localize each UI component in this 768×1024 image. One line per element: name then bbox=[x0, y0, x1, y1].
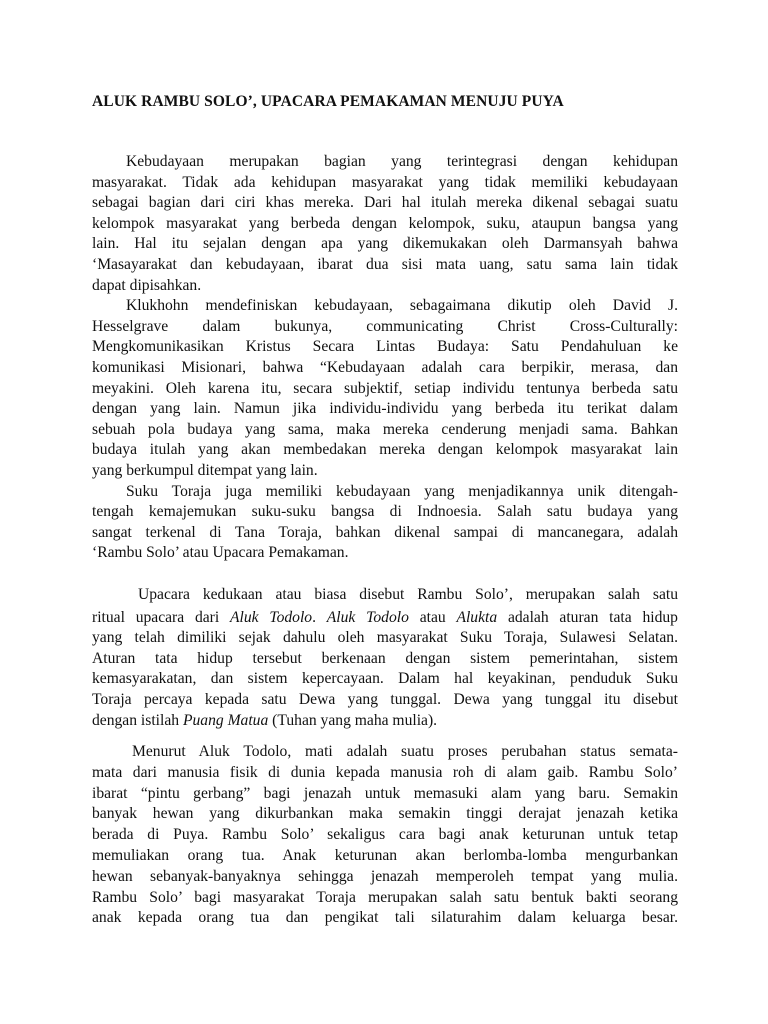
text-line: ‘Rambu Solo’ atau Upacara Pemakaman. bbox=[92, 544, 349, 562]
text-line: Kebudayaan merupakan bagian yang terintegrasi dengan kehidupan bbox=[126, 153, 678, 170]
section-rambu-solo bbox=[92, 585, 678, 731]
section-aluk-todolo bbox=[92, 742, 678, 929]
document-title: ALUK RAMBU SOLO’, UPACARA PEMAKAMAN MENUJU PUYA bbox=[92, 93, 564, 110]
text-line: kelompok masyarakat yang berbeda dengan kelompok, suku, ataupun bangsa yang bbox=[92, 214, 678, 232]
text-line: yang telah dimiliki sejak dahulu oleh masyarakat Suku Toraja, Sulawesi Selatan. bbox=[92, 629, 678, 647]
text-line: dengan yang lain. Namun jika individu-individu yang berbeda itu terikat dalam bbox=[92, 400, 678, 418]
text-line: Mengkomunikasikan Kristus Secara Lintas Budaya: Satu Pendahuluan ke bbox=[92, 338, 678, 356]
text-line: Rambu Solo’ bagi masyarakat Toraja merupakan salah satu bentuk bakti seorang bbox=[92, 888, 678, 906]
text-line: hewan sebanyak-banyaknya sehingga jenazah memperoleh tempat yang mulia. bbox=[92, 867, 678, 885]
text-line: Menurut Aluk Todolo, mati adalah suatu proses perubahan status semata- bbox=[132, 743, 678, 760]
text-line: Suku Toraja juga memiliki kebudayaan yang menjadikannya unik ditengah- bbox=[126, 482, 678, 500]
italic-term: Aluk Todolo bbox=[229, 608, 313, 626]
text-line: Klukhohn mendefiniskan kebudayaan, sebagaimana dikutip oleh David J. bbox=[126, 297, 678, 315]
section-intro bbox=[92, 152, 678, 564]
text-line: ritual upacara dari Aluk Todolo. Aluk Todolo atau Alukta adalah aturan tata hidup bbox=[92, 608, 678, 626]
text-line: mata dari manusia fisik di dunia kepada manusia roh di alam gaib. Rambu Solo’ bbox=[92, 763, 678, 781]
text-line: dengan istilah Puang Matua (Tuhan yang maha mulia). bbox=[92, 711, 438, 729]
text-line: ‘Masayarakat dan kebudayaan, ibarat dua sisi mata uang, satu sama lain tidak bbox=[92, 255, 678, 273]
text-line: kemasyarakatan, dan sistem kepercayaan. Dalam hal keyakinan, penduduk Suku bbox=[92, 670, 678, 688]
text-line: banyak hewan yang dikurbankan maka semakin tinggi derajat jenazah ketika bbox=[92, 805, 678, 823]
text-line: memuliakan orang tua. Anak keturunan akan berlomba-lomba mengurbankan bbox=[92, 846, 678, 864]
text-line: Toraja percaya kepada satu Dewa yang tunggal. Dewa yang tunggal itu disebut bbox=[92, 690, 678, 708]
text-line: Upacara kedukaan atau biasa disebut Rambu Solo’, merupakan salah satu bbox=[138, 586, 678, 603]
text-line: tengah kemajemukan suku-suku bangsa di Indnoesia. Salah satu budaya yang bbox=[92, 503, 678, 521]
text-line: sangat terkenal di Tana Toraja, bahkan dikenal sampai di mancanegara, adalah bbox=[92, 523, 678, 541]
italic-term: Puang Matua bbox=[182, 711, 269, 729]
text-line: yang berkumpul ditempat yang lain. bbox=[92, 461, 318, 479]
text-line: sebuah pola budaya yang sama, maka mereka cenderung menjadi sama. Bahkan bbox=[92, 420, 678, 438]
text-line: anak kepada orang tua dan pengikat tali silaturahim dalam keluarga besar. bbox=[92, 909, 678, 927]
text-line: komunikasi Misionari, bahwa “Kebudayaan adalah cara berpikir, merasa, dan bbox=[92, 358, 678, 376]
italic-term: Aluk Todolo bbox=[326, 608, 409, 626]
text-line: berada di Puya. Rambu Solo’ sekaligus cara bagi anak keturunan untuk tetap bbox=[92, 826, 678, 844]
text-line: dapat dipisahkan. bbox=[92, 276, 202, 294]
text-line: sebagai bagian dari ciri khas mereka. Dari hal itulah mereka dikenal sebagai suatu bbox=[92, 194, 678, 212]
text-line: lain. Hal itu sejalan dengan apa yang dikemukakan oleh Darmansyah bahwa bbox=[92, 235, 678, 253]
italic-term: Alukta bbox=[456, 608, 498, 626]
text-line: Aturan tata hidup tersebut berkenaan dengan sistem pemerintahan, sistem bbox=[92, 649, 678, 667]
text-line: ibarat “pintu gerbang” bagi jenazah untuk memasuki alam yang baru. Semakin bbox=[92, 784, 678, 802]
text-line: Hesselgrave dalam bukunya, communicating Christ Cross-Culturally: bbox=[92, 317, 678, 335]
text-line: meyakini. Oleh karena itu, secara subjektif, setiap individu tentunya berbeda satu bbox=[92, 379, 678, 397]
text-line: masyarakat. Tidak ada kehidupan masyarakat yang tidak memiliki kebudayaan bbox=[92, 173, 678, 191]
text-line: budaya itulah yang akan membedakan mereka dengan kelompok masyarakat lain bbox=[92, 441, 678, 459]
